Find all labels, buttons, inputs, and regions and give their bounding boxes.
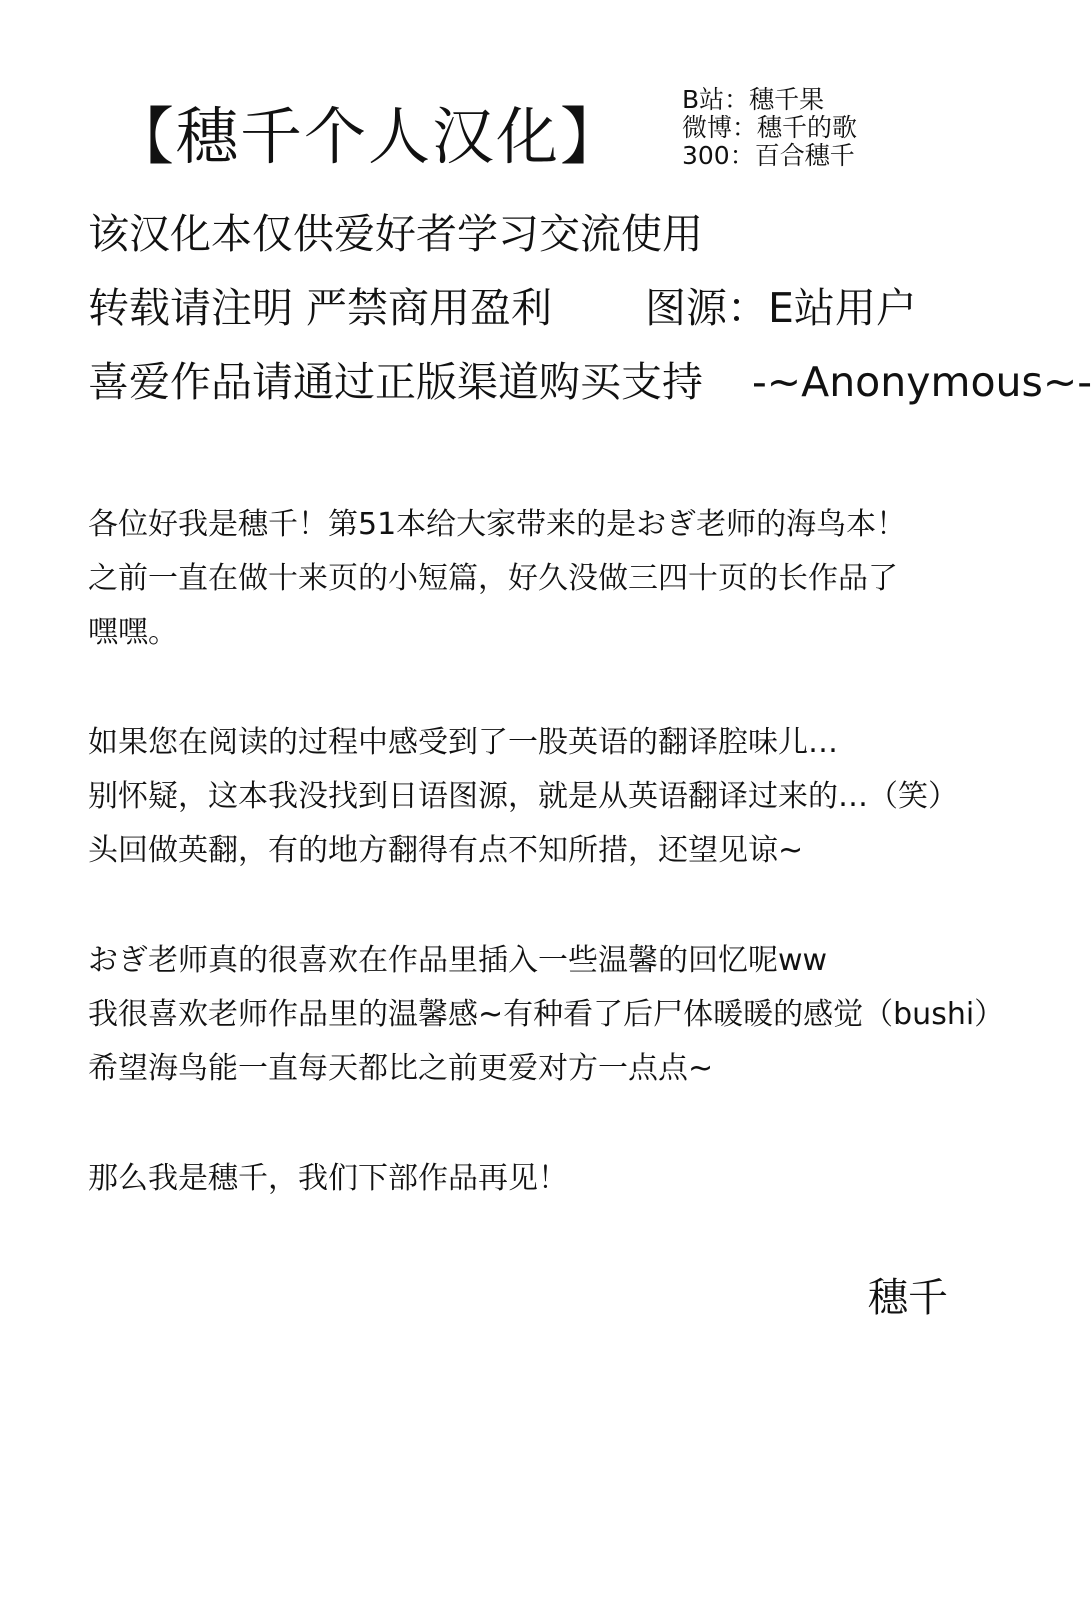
message-line: 我很喜欢老师作品里的温馨感~有种看了后尸体暖暖的感觉（bushi）: [88, 997, 1005, 1032]
contact-300: 300：百合穗千: [682, 141, 855, 170]
message-paragraph-1: [88, 498, 906, 660]
message-line: 各位好我是穗千！第51本给大家带来的是おぎ老师的海鸟本！: [88, 507, 907, 542]
message-line: おぎ老师真的很喜欢在作品里插入一些温馨的回忆呢ww: [88, 943, 828, 978]
anonymous-credit: -~Anonymous~-: [752, 358, 1092, 406]
image-source: 图源：E站用户: [645, 284, 917, 332]
message-line: 别怀疑，这本我没找到日语图源，就是从英语翻译过来的…（笑）: [88, 779, 958, 814]
page-title: 【穗千个人汉化】: [112, 100, 625, 173]
message-line: 那么我是穗千，我们下部作品再见！: [88, 1161, 568, 1196]
message-line: 头回做英翻，有的地方翻得有点不知所措，还望见谅~: [88, 833, 804, 868]
message-paragraph-2: [88, 716, 958, 878]
message-line: 如果您在阅读的过程中感受到了一股英语的翻译腔味儿…: [88, 725, 838, 760]
contact-weibo: 微博：穗千的歌: [682, 113, 858, 142]
contact-info: [682, 86, 857, 170]
signature: 穗千: [868, 1275, 948, 1321]
notice-repost: 转载请注明 严禁商用盈利: [88, 284, 553, 332]
message-paragraph-3: [88, 934, 1004, 1096]
contact-bilibili: B站：穗千果: [682, 85, 825, 114]
notice-support: 喜爱作品请通过正版渠道购买支持: [88, 358, 703, 406]
message-line: 嘿嘿。: [88, 615, 178, 650]
message-line: 希望海鸟能一直每天都比之前更爱对方一点点~: [88, 1051, 714, 1086]
message-line: 之前一直在做十来页的小短篇，好久没做三四十页的长作品了: [88, 561, 898, 596]
message-paragraph-4: [88, 1152, 568, 1206]
notice-usage: 该汉化本仅供爱好者学习交流使用: [88, 210, 703, 258]
